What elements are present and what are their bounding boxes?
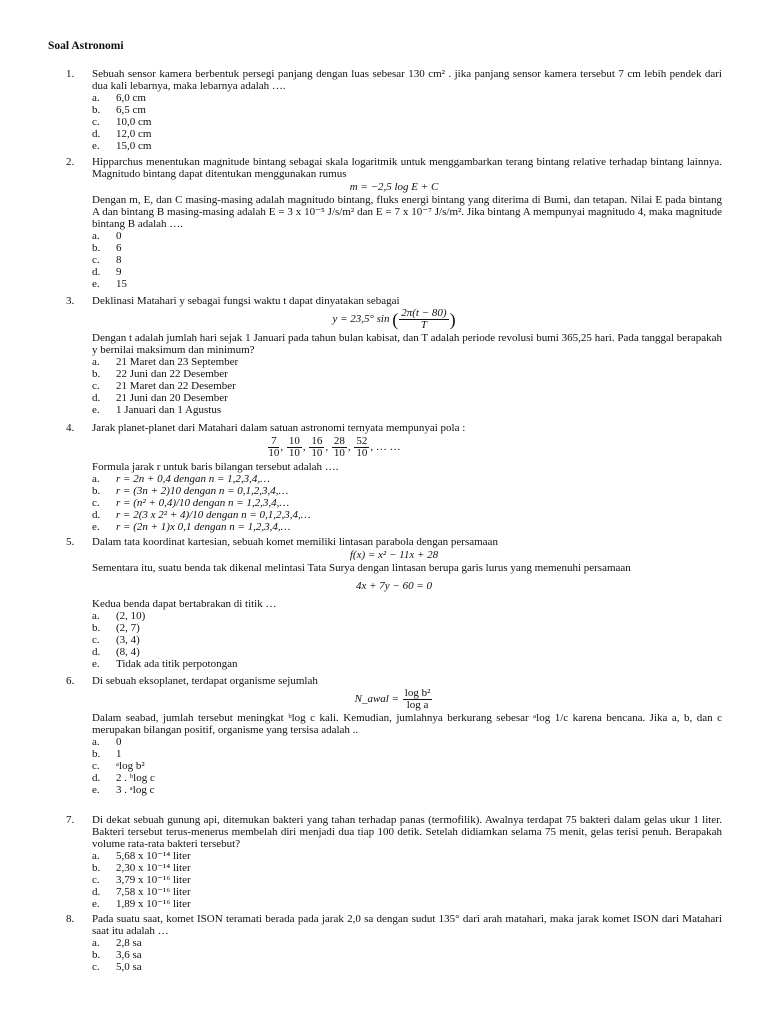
option: c. (3, 4) [92,634,140,646]
option: b. 1 [92,748,122,760]
formula: y = 23,5° sin ( $\frac{2\pi(t - 80)}{T}$ ) [332,307,456,331]
question-text-2: Dengan m, E, dan C masing-masing adalah magnitudo bintang, fluks energi bintang yang diterima di Bumi, dan tetapan. Nilai E pada bintang A dan bintang B masing-masing adalah E = 3 x 10⁻⁵ J/s/m² dan E = 7 x 10⁻⁷ J/s/m². Jika bintang A mempunyai magnitudo 4, maka magnitude bintang B adalah …. [92,194,722,230]
sequence-term: $\frac{16}{10}$ [311,435,323,459]
option: b. 6,5 cm [92,104,146,116]
option: a. (2, 10) [92,610,146,622]
option: a. 2,8 sa [92,937,142,949]
option: a. 0 [92,230,122,242]
question-text: Hipparchus menentukan magnitude bintang sebagai skala logaritmik untuk menggambarkan terang bintang relative terhadap bintang lainnya. Magnitudo bintang dapat ditentukan menggunakan rumus [92,156,722,180]
sequence-term: $\frac{52}{10}$ [356,435,368,459]
option: d. 12,0 cm [92,128,152,140]
question-6 [66,675,722,796]
sequence-term: $\frac{10}{10}$ [288,435,300,459]
option: d. 9 [92,266,122,278]
option: c. 10,0 cm [92,116,152,128]
question-text-2: Sementara itu, suatu benda tak dikenal melintasi Tata Surya dengan lintasan berupa garis lurus yang memenuhi persamaan [92,562,631,574]
question-text-2: Formula jarak r untuk baris bilangan tersebut adalah …. [92,461,339,473]
question-text: Sebuah sensor kamera berbentuk persegi panjang dengan luas sebesar 130 cm² . jika panjang sensor kamera tersebut 7 cm lebih pendek dari dua kali lebarnya, maka lebarnya adalah …. [92,68,722,92]
question-text: Di dekat sebuah gunung api, ditemukan bakteri yang tahan terhadap panas (termofilik). Awalnya terdapat 75 bakteri dalam gelas ukur 1 liter. Bakteri tersebut terus-menerus membelah diri menjadi dua tiap 100 detik. Setelah didiamkan selama 75 menit, gelas terisi penuh. Berapakah volume rata-rata bakteri tersebut? [92,814,722,850]
question-3 [66,295,722,416]
question-text: Jarak planet-planet dari Matahari dalam satuan astronomi ternyata mempunyai pola : [92,422,466,434]
option: c. r = (n² + 0,4)/10 dengan n = 1,2,3,4,… [92,497,290,509]
option: a. 21 Maret dan 23 September [92,356,239,368]
question-text-2: Dalam seabad, jumlah tersebut meningkat ᵇlog c kali. Kemudian, jumlahnya berkurang sebesar ᵃlog 1/c karena bencana. Jika a, b, dan c merupakan bilangan positif, organisme yang tersisa adalah .. [92,712,722,736]
option: b. (2, 7) [92,622,140,634]
option: e. 1,89 x 10⁻¹⁶ liter [92,898,191,910]
option: e. r = (2n + 1)x 0,1 dengan n = 1,2,3,4,… [92,521,291,533]
option: a. 0 [92,736,122,748]
option: b. 2,30 x 10⁻¹⁴ liter [92,862,191,874]
option: e. Tidak ada titik perpotongan [92,658,238,670]
question-text: Dalam tata koordinat kartesian, sebuah komet memiliki lintasan parabola dengan persamaan [92,536,498,548]
question-number: 6. [66,675,75,687]
question-7 [66,814,722,910]
option: d. 21 Juni dan 20 Desember [92,392,228,404]
question-1 [66,68,722,152]
option: d. (8, 4) [92,646,140,658]
question-number: 7. [66,814,75,826]
formula: N_awal = $\frac{\text{log b²}}{\text{log a}}$ [354,687,431,711]
question-text: Pada suatu saat, komet ISON teramati berada pada jarak 2,0 sa dengan sudut 135° dari arah matahari, maka jarak komet ISON dari Matahari saat itu adalah … [92,913,722,937]
option: b. 3,6 sa [92,949,142,961]
option: b. r = (3n + 2)10 dengan n = 0,1,2,3,4,… [92,485,289,497]
option: a. r = 2n + 0,4 dengan n = 1,2,3,4,… [92,473,270,485]
question-number: 5. [66,536,75,548]
option: e. 15 [92,278,127,290]
option: e. 3 . ᵃlog c [92,784,155,796]
question-number: 2. [66,156,75,168]
option: d. r = 2(3 x 2² + 4)/10 dengan n = 0,1,2,3,4,… [92,509,311,521]
sequence-term: $\frac{28}{10}$ [333,435,345,459]
question-4 [66,422,722,533]
question-text: Deklinasi Matahari y sebagai fungsi waktu t dapat dinyatakan sebagai [92,295,400,307]
option: c. 21 Maret dan 22 Desember [92,380,236,392]
formula-2: 4x + 7y − 60 = 0 [355,580,433,592]
option: e. 1 Januari dan 1 Agustus [92,404,222,416]
question-number: 3. [66,295,75,307]
question-number: 4. [66,422,75,434]
question-text-2: Dengan t adalah jumlah hari sejak 1 Januari pada tahun bulan kabisat, dan T adalah periode revolusi bumi 365,25 hari. Pada tanggal berapakah y bernilai maksimum dan minimum? [92,332,722,356]
option: a. 5,68 x 10⁻¹⁴ liter [92,850,191,862]
page-title: Soal Astronomi [48,40,124,52]
question-8 [66,913,722,973]
question-number: 8. [66,913,75,925]
option: c. 8 [92,254,122,266]
option: c. 3,79 x 10⁻¹⁶ liter [92,874,191,886]
option: b. 22 Juni dan 22 Desember [92,368,228,380]
question-text: Di sebuah eksoplanet, terdapat organisme sejumlah [92,675,318,687]
question-text-3: Kedua benda dapat bertabrakan di titik … [92,598,277,610]
option: d. 2 . ᵇlog c [92,772,155,784]
option: a. 6,0 cm [92,92,146,104]
option: e. 15,0 cm [92,140,152,152]
option: b. 6 [92,242,122,254]
number-sequence: $\frac{7}{10}$ , $\frac{10}{10}$ , $\frac{16}{10}$ , $\frac{28}{10}$ , $\frac{52}{10}$ , … … [268,435,401,459]
option: c. ᵃlog b² [92,760,145,772]
formula: m = −2,5 log E + C [349,181,439,193]
question-number: 1. [66,68,75,80]
formula: f(x) = x² − 11x + 28 [349,549,439,561]
option: d. 7,58 x 10⁻¹⁶ liter [92,886,191,898]
question-5 [66,536,722,670]
option: c. 5,0 sa [92,961,142,973]
question-2 [66,156,722,290]
sequence-term: $\frac{7}{10}$ [268,435,280,459]
